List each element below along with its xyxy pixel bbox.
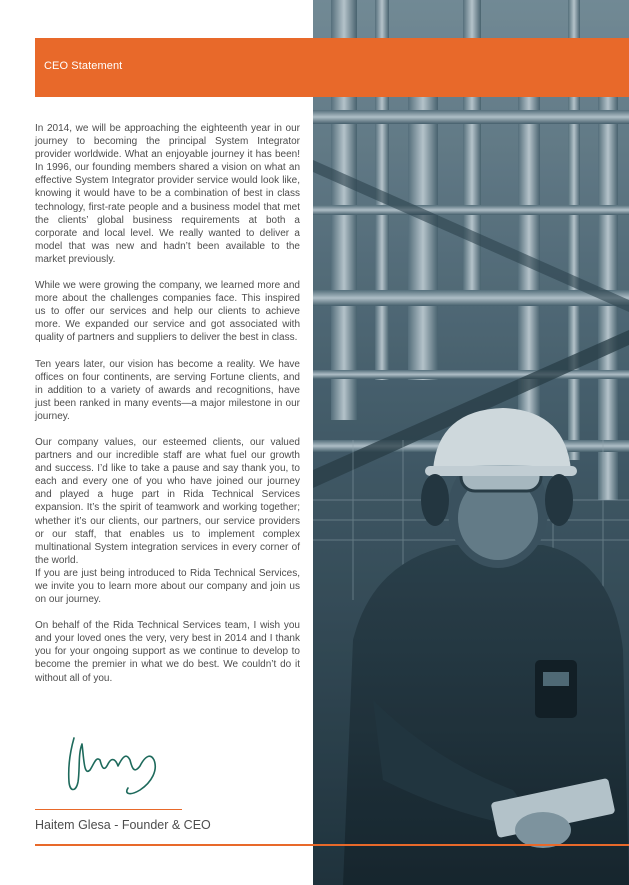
statement-paragraph-4: Our company values, our esteemed clients, our valued partners and our incredible staff are what fuel our growth and success. I’d like to take a pause and say thank you, to each and every one of you who have joined our journey and played a huge part in Rida Technical Services expansion. It’s the spirit of teamwork and working together; whether it’s our clients, our partners, our service providers or our staff, that enables us to implement complex multinational System integration services in every corner of the world.	[35, 436, 300, 566]
statement-paragraph-2: While we were growing the company, we learned more and more about the challenges companies face. This inspired us to offer our services and help our clients to achieve more. We expanded our service and got associated with quality of partners and suppliers to deliver the best in class.	[35, 280, 300, 344]
statement-paragraph-1: In 2014, we will be approaching the eighteenth year in our journey to becoming the principal System Integrator provider worldwide. What an enjoyable journey it has been! In 1996, our founding members shared a vision on what an effective System Integrator provider service would look like, knowing it would have to be a combination of best in class technology, first-rate people and a business model that met the clients’ global business requirements at both a corporate and local level. We really wanted to deliver a model that was new and hadn’t been available to the market previously.	[35, 123, 300, 265]
signature-divider	[35, 809, 182, 810]
ceo-statement-body	[35, 122, 300, 698]
statement-paragraph-5: If you are just being introduced to Rida Technical Services, we invite you to learn more about our company and join us on our journey.	[35, 567, 300, 606]
statement-paragraph-3: Ten years later, our vision has become a reality. We have offices on four continents, are serving Fortune clients, and in addition to a variety of awards and recognitions, have just been ranked in many events—a major milestone in our journey.	[35, 358, 300, 422]
handwritten-signature	[60, 730, 170, 800]
statement-paragraph-6: On behalf of the Rida Technical Services team, I wish you and your loved ones the very, very best in 2014 and I thank you for your ongoing support as we continue to develop to become the premier in what we do best. We couldn’t do it without all of you.	[35, 620, 300, 684]
signatory-name: Haitem Glesa - Founder & CEO	[35, 818, 211, 832]
industrial-worker-photo	[313, 0, 629, 885]
header-banner	[35, 38, 629, 97]
footer-rule	[35, 844, 629, 846]
banner-title: CEO Statement	[44, 60, 123, 72]
